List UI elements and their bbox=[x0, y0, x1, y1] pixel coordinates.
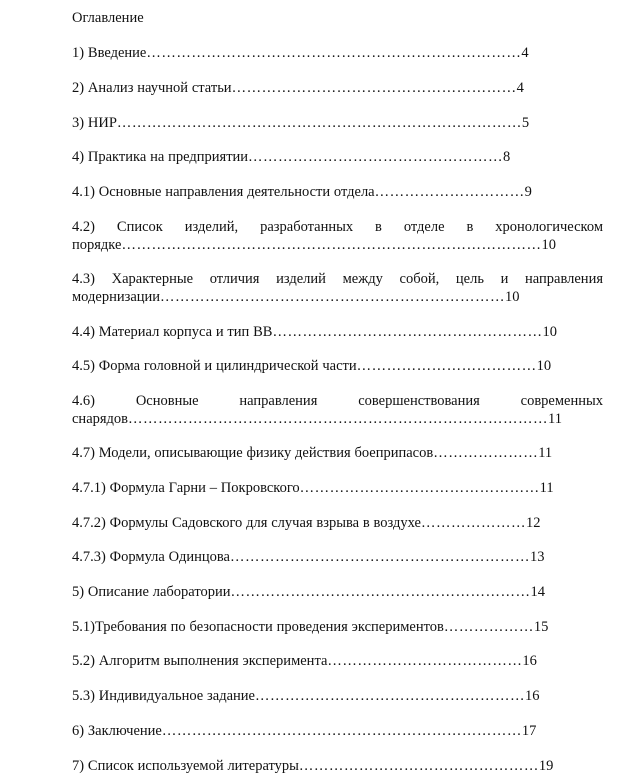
toc-entry-page-number: 9 bbox=[524, 184, 532, 201]
toc-entry[interactable] bbox=[72, 358, 603, 376]
toc-entry-label: 4.7.3) Формула Одинцова bbox=[72, 549, 230, 566]
toc-entry-label: 4.2) Список изделий, разработанных в отделе в хронологическом порядке bbox=[72, 218, 603, 253]
toc-entry[interactable] bbox=[72, 445, 603, 463]
toc-entry-leader: ……………………………………………… bbox=[254, 688, 525, 705]
toc-entry-label: 4) Практика на предприятии bbox=[72, 149, 249, 166]
toc-entry[interactable] bbox=[72, 115, 603, 133]
toc-entry-label: 4.1) Основные направления деятельности отдела bbox=[72, 184, 375, 201]
toc-entry-label: 5.1)Требования по безопасности проведения экспериментов bbox=[72, 618, 444, 635]
toc-entry-leader: ………………………………… bbox=[327, 653, 523, 670]
toc-entry-page-number: 11 bbox=[548, 410, 562, 427]
toc-entry-page-number: 13 bbox=[529, 549, 545, 566]
toc-entry-leader: ………………………………………………… bbox=[231, 80, 517, 97]
toc-entry-page-number: 12 bbox=[525, 514, 541, 531]
toc-entry-page-number: 10 bbox=[542, 323, 557, 340]
table-of-contents bbox=[72, 45, 603, 775]
toc-entry-label: 4.6) Основные направления совершенствования современных снарядов bbox=[72, 392, 603, 427]
toc-entry[interactable] bbox=[72, 653, 603, 671]
toc-entry-label: 4.7) Модели, описывающие физику действия боеприпасов bbox=[72, 445, 434, 462]
toc-entry-page-number: 16 bbox=[522, 653, 537, 670]
toc-entry-label: 6) Заключение bbox=[72, 722, 162, 739]
page-title: Оглавление bbox=[72, 10, 144, 26]
toc-entry[interactable] bbox=[72, 480, 603, 498]
toc-entry-page-number: 11 bbox=[539, 480, 554, 497]
toc-entry[interactable] bbox=[72, 45, 603, 63]
toc-entry-page-number: 14 bbox=[530, 584, 545, 601]
toc-entry-label: 5) Описание лаборатории bbox=[72, 584, 231, 601]
toc-entry-leader: ……………………………………………………………………… bbox=[116, 114, 522, 131]
toc-entry-leader: ……………… bbox=[443, 618, 534, 635]
toc-entry-leader: ………………………………………………………………………… bbox=[128, 410, 549, 427]
toc-entry[interactable] bbox=[72, 219, 603, 254]
toc-entry-leader: ……………………………… bbox=[356, 358, 537, 375]
toc-entry-leader: ………………………………………… bbox=[298, 757, 539, 774]
toc-entry-leader: …………………………………………… bbox=[248, 149, 504, 166]
toc-entry-label: 4.3) Характерные отличия изделий между собой, цель и направления модернизации bbox=[72, 271, 603, 305]
toc-entry-label: 5.3) Индивидуальное задание bbox=[72, 688, 255, 705]
toc-entry-label: 4.4) Материал корпуса и тип ВВ bbox=[72, 323, 273, 340]
toc-entry-page-number: 10 bbox=[541, 236, 556, 253]
toc-entry[interactable] bbox=[72, 184, 603, 202]
toc-entry-label: 1) Введение bbox=[72, 45, 147, 62]
toc-entry-page-number: 10 bbox=[505, 288, 520, 305]
toc-entry-leader: ………………………………………………………………… bbox=[146, 45, 522, 62]
toc-entry-page-number: 17 bbox=[521, 722, 537, 739]
toc-entry[interactable] bbox=[72, 80, 603, 98]
toc-entry-page-number: 4 bbox=[521, 45, 529, 62]
toc-entry-page-number: 19 bbox=[538, 757, 554, 774]
toc-entry[interactable] bbox=[72, 149, 603, 167]
toc-entry[interactable] bbox=[72, 584, 603, 602]
toc-entry-label: 4.5) Форма головной и цилиндрической части bbox=[72, 358, 357, 375]
toc-entry[interactable] bbox=[72, 549, 603, 567]
toc-entry-leader: ………………………………………………………………………… bbox=[121, 236, 542, 253]
toc-entry-page-number: 16 bbox=[524, 688, 540, 705]
toc-entry-leader: ……………………………………………… bbox=[272, 323, 543, 340]
toc-entry[interactable] bbox=[72, 515, 603, 533]
toc-entry[interactable] bbox=[72, 271, 603, 306]
toc-entry-page-number: 11 bbox=[538, 445, 553, 462]
toc-entry-label: 5.2) Алгоритм выполнения эксперимента bbox=[72, 653, 328, 670]
toc-entry-label: 4.7.1) Формула Гарни – Покровского bbox=[72, 480, 300, 497]
toc-entry-page-number: 5 bbox=[521, 114, 530, 131]
toc-entry-leader: ………………………… bbox=[374, 184, 525, 201]
toc-entry[interactable] bbox=[72, 723, 603, 741]
toc-entry-leader: …………………………………………………… bbox=[230, 584, 531, 601]
toc-entry-page-number: 10 bbox=[536, 358, 552, 375]
toc-entry-label: 3) НИР bbox=[72, 114, 117, 131]
toc-entry-label: 4.7.2) Формулы Садовского для случая взрыва в воздухе bbox=[72, 514, 421, 531]
toc-entry-page-number: 4 bbox=[516, 80, 524, 97]
toc-entry[interactable] bbox=[72, 688, 603, 706]
toc-entry-label: 7) Список используемой литературы bbox=[72, 757, 299, 774]
toc-entry-label: 2) Анализ научной статьи bbox=[72, 80, 232, 97]
toc-entry-page-number: 15 bbox=[533, 618, 549, 635]
toc-entry-leader: ………………… bbox=[433, 445, 539, 462]
toc-entry-leader: …………………………………………………… bbox=[229, 549, 530, 566]
toc-entry-page-number: 8 bbox=[503, 149, 511, 166]
toc-entry[interactable] bbox=[72, 758, 603, 776]
toc-entry-leader: …………………………………………………………… bbox=[160, 288, 506, 305]
toc-entry[interactable] bbox=[72, 619, 603, 637]
toc-entry[interactable] bbox=[72, 324, 603, 342]
toc-entry-leader: ………………… bbox=[420, 514, 526, 531]
toc-entry[interactable] bbox=[72, 393, 603, 428]
toc-entry-leader: ……………………………………………………………… bbox=[161, 722, 522, 739]
toc-entry-leader: ………………………………………… bbox=[299, 480, 540, 497]
